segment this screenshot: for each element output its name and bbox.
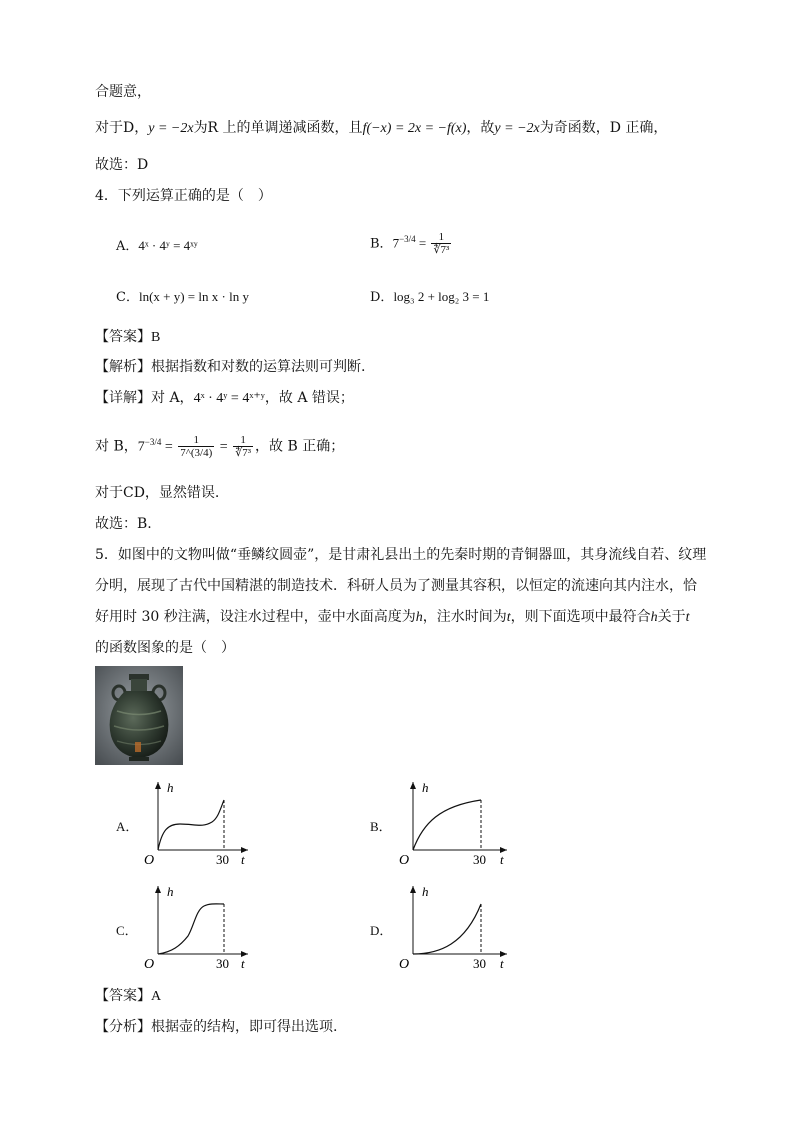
graph-d [395, 882, 510, 970]
option-c: C．ln(x + y) = ln x · ln y [116, 289, 249, 305]
math-expr: y = −2x [494, 121, 540, 136]
bronze-jar-photo [95, 666, 183, 765]
text-line: 故选：D [95, 157, 149, 173]
detail-line: 【详解】对 A，4ˣ · 4ʸ = 4ˣ⁺ʸ，故 A 错误； [95, 390, 354, 406]
question-5: 好用时 30 秒注满，设注水过程中，壶中水面高度为h，注水时间为t，则下面选项中最符合h关于t [95, 609, 690, 625]
tick-30: 30 [216, 852, 229, 866]
axis-t: t [241, 852, 245, 866]
tick-30: 30 [473, 956, 486, 970]
graph-a-label: A． [116, 819, 139, 834]
text-line: 合题意， [95, 84, 151, 100]
axis-h: h [167, 780, 174, 795]
origin-label: O [399, 957, 410, 970]
graph-b [395, 778, 510, 866]
option-a: A．4ˣ · 4ʸ = 4ˣʸ [116, 238, 198, 254]
analysis-line: 【分析】根据壶的结构，即可得出选项. [95, 1019, 338, 1035]
text-line: 对于D，y = −2x为R 上的单调递减函数，且f(−x) = 2x = −f(x)，故y = −2x为奇函数，D 正确， [95, 120, 668, 136]
analysis-line: 【解析】根据指数和对数的运算法则可判断. [95, 359, 366, 375]
origin-label: O [144, 853, 155, 866]
graph-b-label: B． [370, 819, 392, 834]
axis-t: t [241, 956, 245, 970]
axis-h: h [167, 884, 174, 899]
graph-c [140, 882, 250, 970]
question-4: 4．下列运算正确的是（ ） [95, 188, 272, 204]
text-line: 故选：B. [95, 516, 152, 532]
origin-label: O [399, 853, 410, 866]
math-expr: y = −2x [148, 121, 194, 136]
tick-30: 30 [216, 956, 229, 970]
option-b: B．$7^{-3/4}$ = $\frac{1}{\text{∜7³}}$ [370, 231, 450, 257]
question-5: 的函数图象的是（ ） [95, 640, 235, 656]
option-d: D．log₃ 2 + log₂ 3 = 1 [370, 289, 490, 305]
text-line: 对于CD，显然错误. [95, 485, 220, 501]
detail-b-line: 对 B，$7^{-3/4}$ = $\frac{1}{7\^{}(3/4)}$ = $\frac{1}{\text{∜7³}}$ ，故 B 正确； [95, 434, 345, 460]
answer-line: 【答案】A [95, 988, 162, 1004]
graph-d-label: D． [370, 923, 393, 938]
graph-c-label: C． [116, 923, 138, 938]
tick-30: 30 [473, 852, 486, 866]
question-5: 分明，展现了古代中国精湛的制造技术．科研人员为了测量其容积，以恒定的流速向其内注水，恰 [95, 578, 697, 594]
axis-t: t [500, 956, 504, 970]
axis-h: h [422, 884, 429, 899]
origin-label: O [144, 957, 155, 970]
question-5: 5．如图中的文物叫做“垂鳞纹圆壶”，是甘肃礼县出土的先秦时期的青铜器皿，其身流线自若、纹理 [95, 547, 707, 563]
answer-line: 【答案】B [95, 329, 161, 345]
axis-t: t [500, 852, 504, 866]
axis-h: h [422, 780, 429, 795]
math-expr: f(−x) = 2x = −f(x) [362, 121, 467, 136]
graph-a [140, 778, 250, 866]
